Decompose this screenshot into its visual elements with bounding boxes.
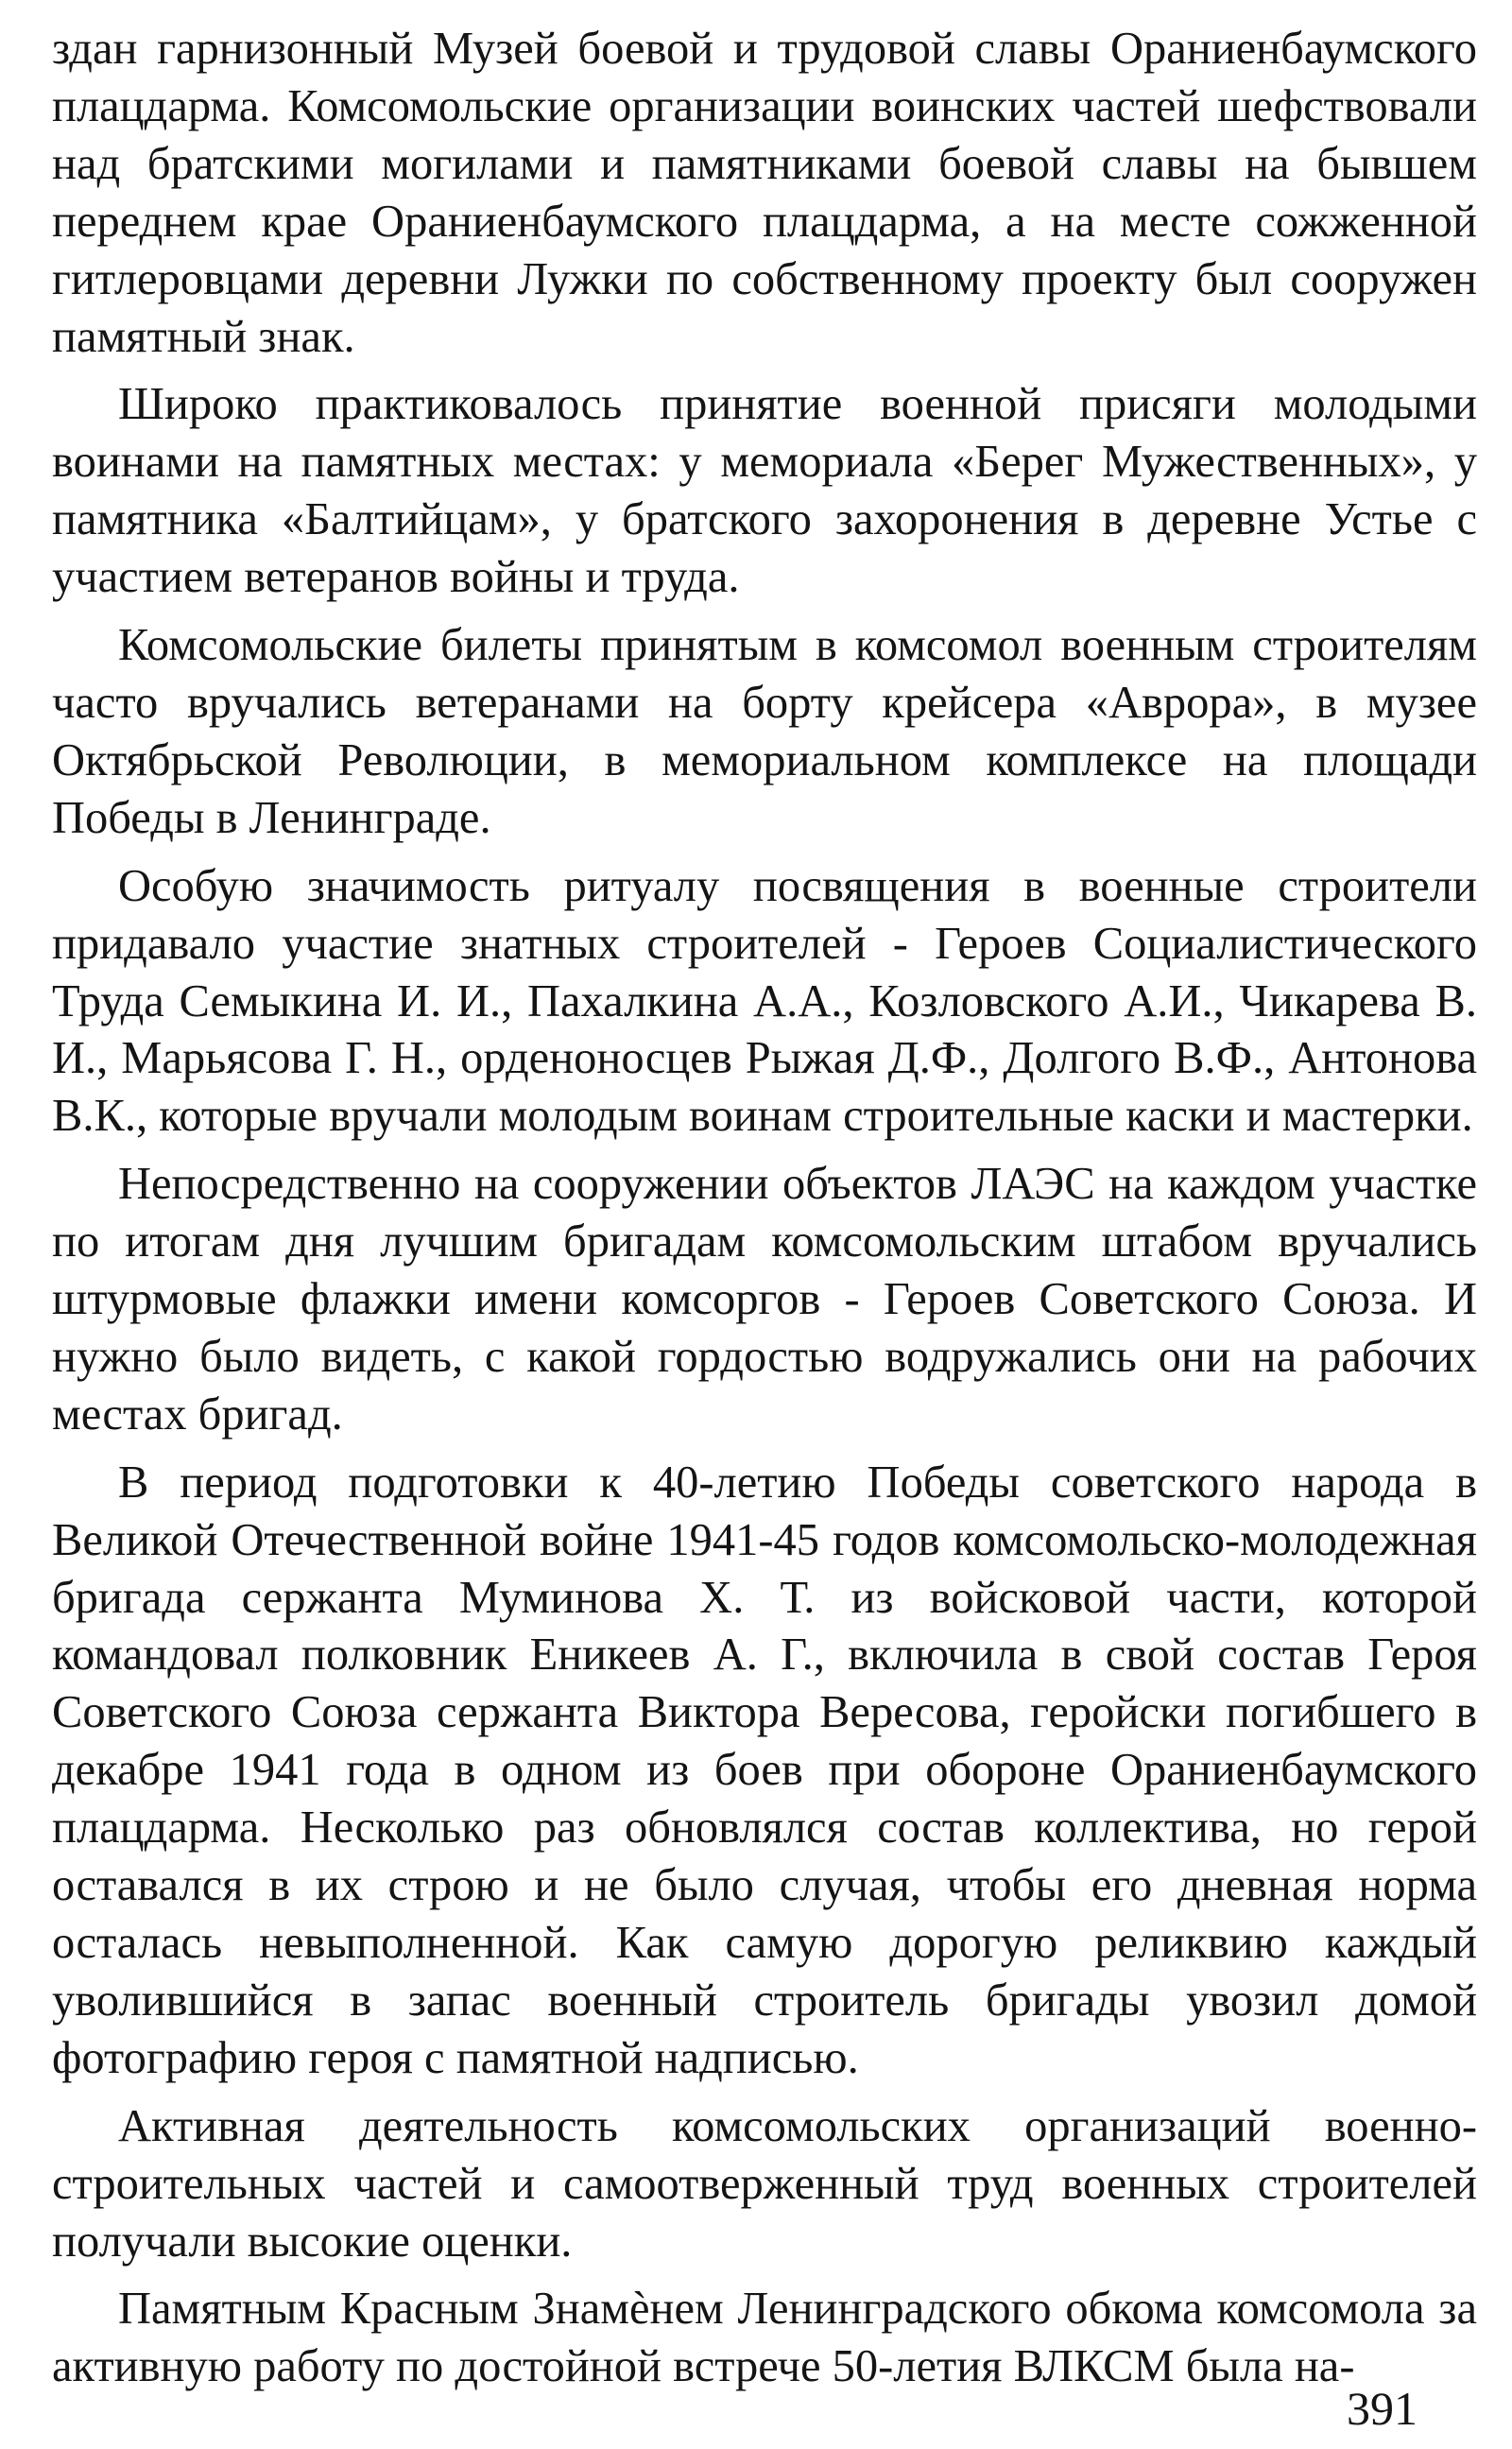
paragraph-5: Непосредственно на сооружении объектов ЛАЭС на каждом участке по итогам дня лучшим бригадам комсомольским штабом вручались штурмовые флажки имени комсоргов - Героев Советского Союза. И нужно было видеть, с какой гордостью водружались они на рабочих местах бригад. (52, 1159, 1477, 1440)
paragraph-7: Активная деятельность комсомольских организаций военно-строительных частей и самоотверженный труд военных строителей получали высокие оценки. (52, 2100, 1477, 2267)
paragraph-2: Широко практиковалось принятие военной присяги молодыми воинами на памятных местах: у мемориала «Берег Мужественных», у памятника «Балтийцам», у братского захоронения в деревне Устье с участием ветеранов войны и труда. (52, 379, 1477, 603)
paragraph-1: здан гарнизонный Музей боевой и трудовой славы Ораниенбаумского плацдарма. Комсомольские организации воинских частей шефствовали над братскими могилами и памятниками боевой славы на бывшем переднем крае Ораниенбаумского плацдарма, а на месте сожженной гитлеровцами деревни Лужки по собственному проекту был сооружен памятный знак. (52, 24, 1477, 362)
paragraph-3: Комсомольские билеты принятым в комсомол военным строителям часто вручались ветеранами на борту крейсера «Аврора», в музее Октябрьской Революции, в мемориальном комплексе на площади Победы в Ленинграде. (52, 620, 1477, 843)
paragraph-8: Памятным Красным Знамѐнем Ленинградского обкома комсомола за активную работу по достойной встрече 50-летия ВЛКСМ была на- (52, 2284, 1477, 2392)
paragraph-4: Особую значимость ритуалу посвящения в военные строители придавало участие знатных строителей - Героев Социалистического Труда Семыкина И. И., Пахалкина А.А., Козловского А.И., Чикарева В. И., Марьясова Г. Н., орденоносцев Рыжая Д.Ф., Долгого В.Ф., Антонова В.К., которые вручали молодым воинам строительные каски и мастерки. (52, 860, 1477, 1142)
page-number: 391 (1347, 2382, 1418, 2435)
paragraph-6: В период подготовки к 40-летию Победы советского народа в Великой Отечественной войне 1941-45 годов комсомольско-молодежная бригада сержанта Муминова Х. Т. из войсковой части, которой командовал полковник Еникеев А. Г., включила в свой состав Героя Советского Союза сержанта Виктора Вересова, геройски погибшего в декабре 1941 года в одном из боев при обороне Ораниенбаумского плацдарма. Несколько раз обновлялся состав коллектива, но герой оставался в их строю и не было случая, чтобы его дневная норма осталась невыполненной. Как самую дорогую реликвию каждый уволившийся в запас военный строитель бригады увозил домой фотографию героя с памятной надписью. (52, 1457, 1477, 2083)
page-body (52, 21, 1477, 2406)
